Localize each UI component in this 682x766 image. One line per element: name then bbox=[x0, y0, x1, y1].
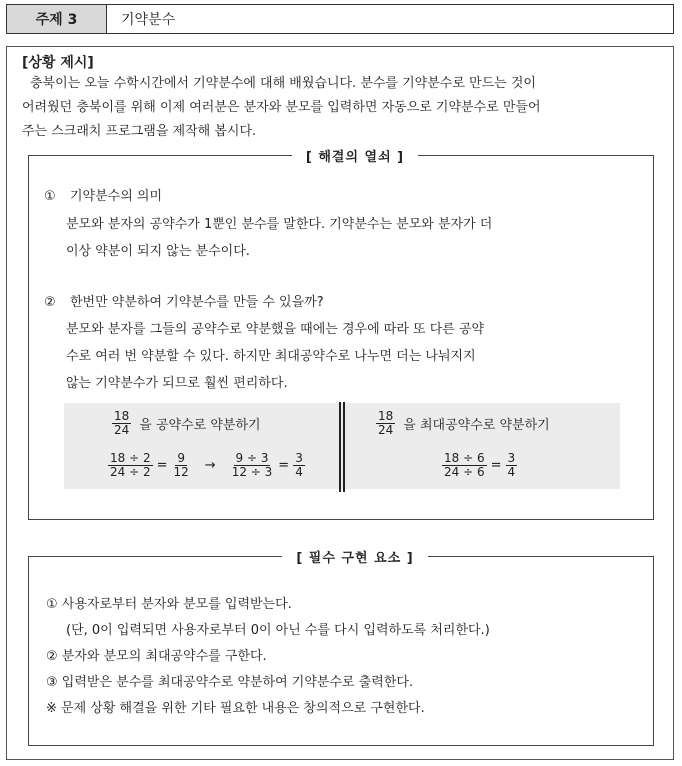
topic-label: 주제 3 bbox=[7, 5, 107, 33]
required-item: ② 분자와 분모의 최대공약수를 구한다. bbox=[46, 649, 267, 664]
fraction: $\frac{18}{24}$ bbox=[114, 409, 130, 437]
para-line: 이상 약분이 되지 않는 분수이다. bbox=[66, 244, 250, 259]
key-item-1 bbox=[44, 184, 162, 210]
item-marker: ② bbox=[44, 295, 56, 310]
para-line: 않는 기약분수가 되므로 훨씬 편리하다. bbox=[66, 376, 288, 391]
situation-line: 어려웠던 충북이를 위해 이제 여러분은 분자와 분모를 입력하면 자동으로 기약분수로 만들어 bbox=[22, 100, 541, 115]
situation-text bbox=[22, 72, 662, 144]
example-divider bbox=[339, 402, 345, 492]
situation-title: [상황 제시] bbox=[22, 55, 94, 71]
para-line: 분모와 분자를 그들의 공약수로 약분했을 때에는 경우에 따라 또 다른 공약 bbox=[66, 322, 485, 337]
para-line: 수로 여러 번 약분할 수 있다. 하지만 최대공약수로 나누면 더는 나눠지지 bbox=[66, 349, 476, 364]
example-left-equation: $\frac{18 \div 2}{24 \div 2}$ = $\frac{9}{12}$ → $\frac{9 \div 3}{12 \div 3}$ = $\frac{3}{4}$ bbox=[110, 451, 303, 479]
fraction: $\frac{3}{4}$ bbox=[507, 451, 516, 479]
situation-line: 주는 스크래치 프로그램을 제작해 봅시다. bbox=[22, 124, 257, 139]
arrow-icon: → bbox=[204, 458, 216, 473]
required-item: ※ 문제 상황 해결을 위한 기타 필요한 내용은 창의적으로 구현한다. bbox=[46, 701, 425, 716]
topic-title: 기약분수 bbox=[121, 12, 176, 28]
fraction: $\frac{18}{24}$ bbox=[378, 409, 394, 437]
item-heading: 한번만 약분하여 기약분수를 만들 수 있을까? bbox=[70, 295, 324, 310]
required-item: ③ 입력받은 분수를 최대공약수로 약분하여 기약분수로 출력한다. bbox=[46, 675, 414, 690]
required-box-title: [ 필수 구현 요소 ] bbox=[282, 551, 427, 566]
fraction: $\frac{18 \div 2}{24 \div 2}$ bbox=[110, 451, 151, 479]
item-marker: ① bbox=[44, 189, 56, 204]
example-right-equation: $\frac{18 \div 6}{24 \div 6}$ = $\frac{3}{4}$ bbox=[444, 451, 516, 479]
key-item-2 bbox=[44, 290, 324, 316]
item-heading: 기약분수의 의미 bbox=[70, 189, 163, 204]
fraction: $\frac{3}{4}$ bbox=[295, 451, 303, 479]
topic-header bbox=[6, 4, 674, 34]
situation-line: 충북이는 오늘 수학시간에서 기약분수에 대해 배웠습니다. 분수를 기약분수로 만드는 것이 bbox=[30, 76, 536, 91]
required-item: ① 사용자로부터 분자와 분모를 입력받는다. bbox=[46, 597, 292, 612]
required-note: (단, 0이 입력되면 사용자로부터 0이 아닌 수를 다시 입력하도록 처리한다.) bbox=[66, 623, 490, 638]
key-box-title: [ 해결의 열쇠 ] bbox=[292, 150, 418, 165]
example-right-caption: $\frac{18}{24}$ 을 최대공약수로 약분하기 bbox=[378, 409, 550, 437]
para-line: 분모와 분자의 공약수가 1뿐인 분수를 말한다. 기약분수는 분모와 분자가 더 bbox=[66, 217, 493, 232]
fraction: $\frac{18 \div 6}{24 \div 6}$ bbox=[444, 451, 485, 479]
example-left-caption: $\frac{18}{24}$ 을 공약수로 약분하기 bbox=[114, 409, 261, 437]
fraction: $\frac{9}{12}$ bbox=[173, 451, 189, 479]
fraction: $\frac{9 \div 3}{12 \div 3}$ bbox=[231, 451, 273, 479]
